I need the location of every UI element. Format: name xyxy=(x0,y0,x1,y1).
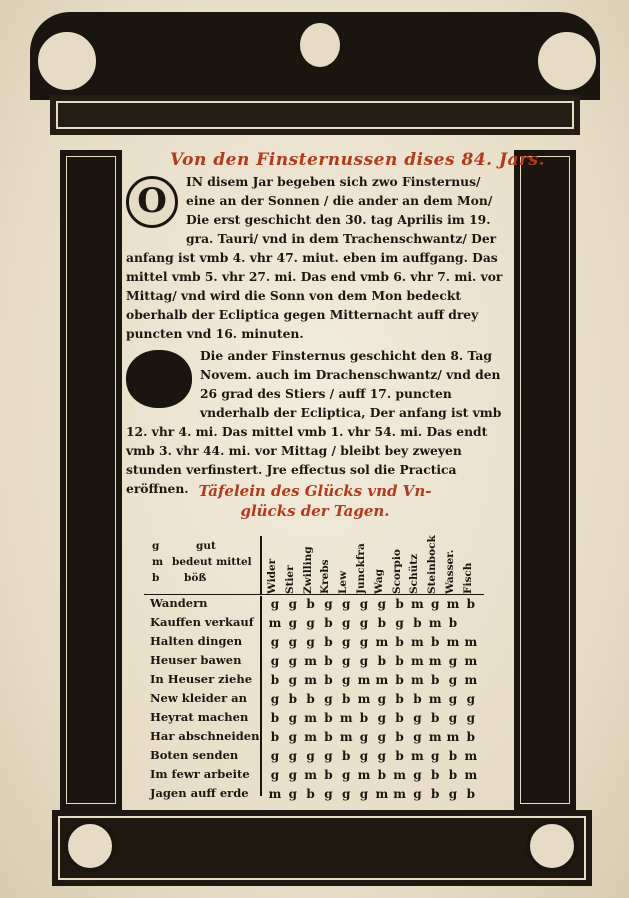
fortune-cell: g xyxy=(377,711,386,725)
fortune-cell: g xyxy=(448,692,458,706)
fortune-cell: b xyxy=(324,730,333,744)
activity-label: Jagen auff erde xyxy=(150,786,249,800)
table-row xyxy=(144,653,484,672)
dropcap-1: O xyxy=(126,176,178,228)
fortune-cell: g xyxy=(430,597,440,611)
fortune-cell: b xyxy=(324,711,333,725)
eclipse-paragraph-2 xyxy=(126,346,510,498)
right-pillar-ornament xyxy=(514,150,576,810)
fortune-cell: b xyxy=(466,597,475,611)
fortune-cell: m xyxy=(304,711,317,725)
legend-abbr-b: b xyxy=(152,572,160,584)
table-row xyxy=(144,729,484,748)
fortune-cell: g xyxy=(288,616,297,630)
fortune-cell: m xyxy=(446,597,460,611)
activity-label: Heuser bawen xyxy=(150,653,242,667)
fortune-cell: b xyxy=(306,787,315,801)
fortune-cell: g xyxy=(359,654,369,668)
fortune-cell: m xyxy=(304,730,317,744)
rosette-left-icon xyxy=(34,28,100,94)
fortune-cell: b xyxy=(306,597,315,611)
fortune-cell: b xyxy=(324,616,333,630)
fortune-cell: b xyxy=(377,616,386,630)
fortune-cell: b xyxy=(448,768,458,782)
rosette-bottom-right-icon xyxy=(526,820,578,872)
fortune-cell: b xyxy=(377,654,386,668)
legend-abbr-g: g xyxy=(152,540,160,552)
fortune-cell: b xyxy=(413,692,422,706)
fortune-cell: m xyxy=(268,787,282,801)
activity-label: Kauffen verkauf xyxy=(150,615,254,629)
fortune-cell: m xyxy=(357,768,371,782)
fortune-cell: g xyxy=(413,768,422,782)
fortune-cell: b xyxy=(395,654,404,668)
fortune-cell: g xyxy=(377,749,386,763)
fortune-cell: g xyxy=(288,654,297,668)
fortune-cell: m xyxy=(411,654,424,668)
zodiac-sign-header: Wag xyxy=(372,568,385,594)
fortune-cell: g xyxy=(413,711,422,725)
fortune-cell: b xyxy=(395,597,404,611)
activity-label: In Heuser ziehe xyxy=(150,672,253,686)
table-legend xyxy=(144,536,256,594)
fortune-cell: b xyxy=(430,673,440,687)
fortune-cell: g xyxy=(377,692,386,706)
fortune-cell: m xyxy=(357,692,371,706)
fortune-cell: g xyxy=(341,654,351,668)
zodiac-sign-headers xyxy=(260,536,482,594)
dropcap-2-icon xyxy=(126,350,192,408)
fortune-cell: m xyxy=(446,730,460,744)
zodiac-sign-header: Stier xyxy=(283,565,296,594)
fortune-cell: b xyxy=(395,730,404,744)
legend-word-mittel: bedeut mittel xyxy=(172,556,252,568)
fortune-cell: g xyxy=(341,635,351,649)
table-row xyxy=(144,710,484,729)
activity-label: Heyrat machen xyxy=(150,710,249,724)
zodiac-sign-header: Lew xyxy=(337,570,350,594)
fortune-cell: g xyxy=(359,616,369,630)
fortune-cell: g xyxy=(324,692,333,706)
activity-label: Halten dingen xyxy=(150,634,243,648)
table-row xyxy=(144,615,484,634)
fortune-cell: b xyxy=(270,673,280,687)
fortune-cell: g xyxy=(270,692,280,706)
fortune-cell: m xyxy=(357,673,371,687)
fortune-cell: m xyxy=(304,673,317,687)
fortune-cell: g xyxy=(288,635,297,649)
fortune-cell: g xyxy=(359,597,369,611)
rosette-right-icon xyxy=(534,28,600,94)
zodiac-sign-header: Zwilling xyxy=(301,546,314,594)
fortune-cell: m xyxy=(304,654,317,668)
fortune-cell: b xyxy=(306,692,315,706)
fortune-cell: g xyxy=(395,616,404,630)
fortune-cell: b xyxy=(324,673,333,687)
zodiac-sign-header: Steinbock xyxy=(426,535,439,594)
fortune-cell: g xyxy=(377,730,386,744)
fortune-cell: g xyxy=(413,730,422,744)
fortune-cell: m xyxy=(428,730,442,744)
activity-label: Im fewr arbeite xyxy=(150,767,250,781)
fortune-cell: g xyxy=(270,635,280,649)
fortune-cell: b xyxy=(430,768,440,782)
table-heading-line-2: glücks der Tagen. xyxy=(240,502,390,520)
fortune-cell: m xyxy=(464,673,478,687)
fortune-cell: g xyxy=(448,654,458,668)
fortune-cell: g xyxy=(324,787,333,801)
legend-word-bos: böß xyxy=(184,572,207,584)
fortune-cell: g xyxy=(413,787,422,801)
header-divider xyxy=(144,594,484,595)
fortune-cell: g xyxy=(359,635,369,649)
fortune-cell: b xyxy=(448,749,458,763)
activity-label: New kleider an xyxy=(150,691,247,705)
fortune-cell: b xyxy=(413,616,422,630)
fortune-cell: b xyxy=(270,730,280,744)
fortune-cell: m xyxy=(411,597,424,611)
fortune-cell: g xyxy=(270,768,280,782)
fortune-cell: m xyxy=(446,635,460,649)
rosette-bottom-left-icon xyxy=(64,820,116,872)
fortune-cell: b xyxy=(430,787,440,801)
fortune-cell: g xyxy=(341,673,351,687)
fortune-cell: g xyxy=(430,749,440,763)
zodiac-sign-header: Junckfra xyxy=(355,543,367,594)
fortune-cell: g xyxy=(466,711,475,725)
fortune-cell: m xyxy=(464,749,478,763)
fortune-cell: g xyxy=(341,616,351,630)
table-rows xyxy=(144,596,484,805)
table-row xyxy=(144,596,484,615)
zodiac-sign-header: Schütz xyxy=(408,553,421,594)
lintel-ornament xyxy=(50,95,580,135)
fortune-cell: g xyxy=(341,787,351,801)
face-ornament-icon xyxy=(297,20,343,70)
fortune-cell: b xyxy=(395,749,404,763)
fortune-cell: g xyxy=(288,787,297,801)
table-row xyxy=(144,767,484,786)
fortune-cell: g xyxy=(341,597,351,611)
fortune-cell: m xyxy=(428,654,442,668)
fortune-cell: m xyxy=(393,787,406,801)
fortune-cell: b xyxy=(395,711,404,725)
zodiac-sign-header: Scorpio xyxy=(390,549,403,594)
table-row xyxy=(144,786,484,805)
table-row xyxy=(144,672,484,691)
fortune-cell: g xyxy=(466,692,475,706)
fortune-cell: b xyxy=(448,616,458,630)
zodiac-sign-header: Fisch xyxy=(461,562,474,594)
fortune-cell: g xyxy=(288,597,297,611)
eclipse-paragraph-1 xyxy=(126,172,510,343)
fortune-cell: b xyxy=(288,692,297,706)
fortune-cell: b xyxy=(377,768,386,782)
fortune-cell: g xyxy=(306,616,315,630)
fortune-cell: g xyxy=(359,730,369,744)
eclipse-text-2: Die ander Finsternus geschicht den 8. Tag Novem. auch im Drachenschwantz/ vnd den 26 grad des Stiers / auff 17. puncten vnderhalb der Ecliptica, Der anfang ist vmb 12. vhr 4. mi. Das mittel vmb 1. vhr 54. mi. Das endt vmb 3. vhr 44. mi. vor Mittag / bleibt bey zweyen stunden verfinstert. Jre effectus sol die Practica eröffnen. xyxy=(126,348,502,496)
fortune-cell: g xyxy=(288,768,297,782)
fortune-cell: g xyxy=(448,673,458,687)
fortune-cell: b xyxy=(395,635,404,649)
fortune-cell: g xyxy=(306,749,315,763)
fortune-cell: m xyxy=(375,787,389,801)
fortune-cell: g xyxy=(288,673,297,687)
fortune-cell: g xyxy=(306,635,315,649)
fortune-cell: g xyxy=(288,711,297,725)
fortune-cell: g xyxy=(359,749,369,763)
zodiac-sign-header: Krebs xyxy=(319,559,332,594)
fortune-cell: g xyxy=(270,597,280,611)
fortune-cell: g xyxy=(359,787,369,801)
fortune-cell: m xyxy=(428,692,442,706)
fortune-cell: g xyxy=(377,597,386,611)
table-row xyxy=(144,634,484,653)
fortune-cell: b xyxy=(341,749,351,763)
fortune-cell: g xyxy=(324,597,333,611)
fortune-cell: b xyxy=(359,711,369,725)
fortune-cell: m xyxy=(375,673,389,687)
fortune-cell: m xyxy=(464,768,478,782)
fortune-cell: g xyxy=(270,654,280,668)
fortune-cell: g xyxy=(341,768,351,782)
activity-label: Wandern xyxy=(150,596,208,610)
zodiac-sign-header: Wasser. xyxy=(444,549,456,594)
fortune-cell: g xyxy=(270,749,280,763)
fortune-cell: g xyxy=(448,787,458,801)
fortune-cell: b xyxy=(395,673,404,687)
fortune-cell: b xyxy=(466,730,475,744)
fortune-cell: g xyxy=(288,730,297,744)
left-pillar-ornament xyxy=(60,150,122,810)
fortune-cell: g xyxy=(324,749,333,763)
fortune-cell: b xyxy=(324,635,333,649)
fortune-cell: m xyxy=(339,730,353,744)
eclipse-text-1: IN disem Jar begeben sich zwo Finsternus/ eine an der Sonnen / die ander an dem Mon/ Die erst geschicht den 30. tag Aprilis im 19. gra. Tauri/ vnd in dem Trachenschwantz/ Der anfang ist vmb 4. vhr 47. miut. eben im auffgang. Das mittel vmb 5. vhr 27. mi. Das end vmb 6. vhr 7. mi. vor Mittag/ vnd wird die Sonn von dem Mon bedeckt oberhalb der Ecliptica gegen Mitternacht auff drey puncten vnd 16. minuten. xyxy=(126,174,503,341)
fortune-cell: m xyxy=(268,616,282,630)
fortune-cell: m xyxy=(428,616,442,630)
fortune-cell: b xyxy=(324,654,333,668)
fortune-cell: b xyxy=(430,711,440,725)
fortune-cell: m xyxy=(304,768,317,782)
fortune-cell: g xyxy=(448,711,458,725)
fortune-cell: g xyxy=(288,749,297,763)
fortune-cell: m xyxy=(464,635,478,649)
table-row xyxy=(144,691,484,710)
legend-word-gut: gut xyxy=(196,540,216,552)
fortune-cell: b xyxy=(466,787,475,801)
fortune-cell: b xyxy=(270,711,280,725)
fortune-cell: m xyxy=(411,749,424,763)
activity-label: Boten senden xyxy=(150,748,239,762)
table-heading-line-1: Täfelein des Glücks vnd Vn- xyxy=(198,482,432,500)
fortune-cell: b xyxy=(324,768,333,782)
fortune-cell: m xyxy=(339,711,353,725)
page-heading: Von den Finsternussen dises 84. Jars. xyxy=(170,150,545,170)
bottom-ornament xyxy=(52,810,592,886)
fortune-cell: b xyxy=(395,692,404,706)
zodiac-sign-header: Wider xyxy=(266,558,278,594)
fortune-cell: m xyxy=(393,768,406,782)
legend-abbr-m: m xyxy=(152,556,164,568)
table-row xyxy=(144,748,484,767)
fortune-cell: m xyxy=(464,654,478,668)
fortune-cell: m xyxy=(375,635,389,649)
activity-label: Har abschneiden xyxy=(150,729,260,743)
fortune-cell: b xyxy=(341,692,351,706)
fortune-cell: b xyxy=(430,635,440,649)
fortune-cell: m xyxy=(411,635,424,649)
fortune-cell: m xyxy=(411,673,424,687)
